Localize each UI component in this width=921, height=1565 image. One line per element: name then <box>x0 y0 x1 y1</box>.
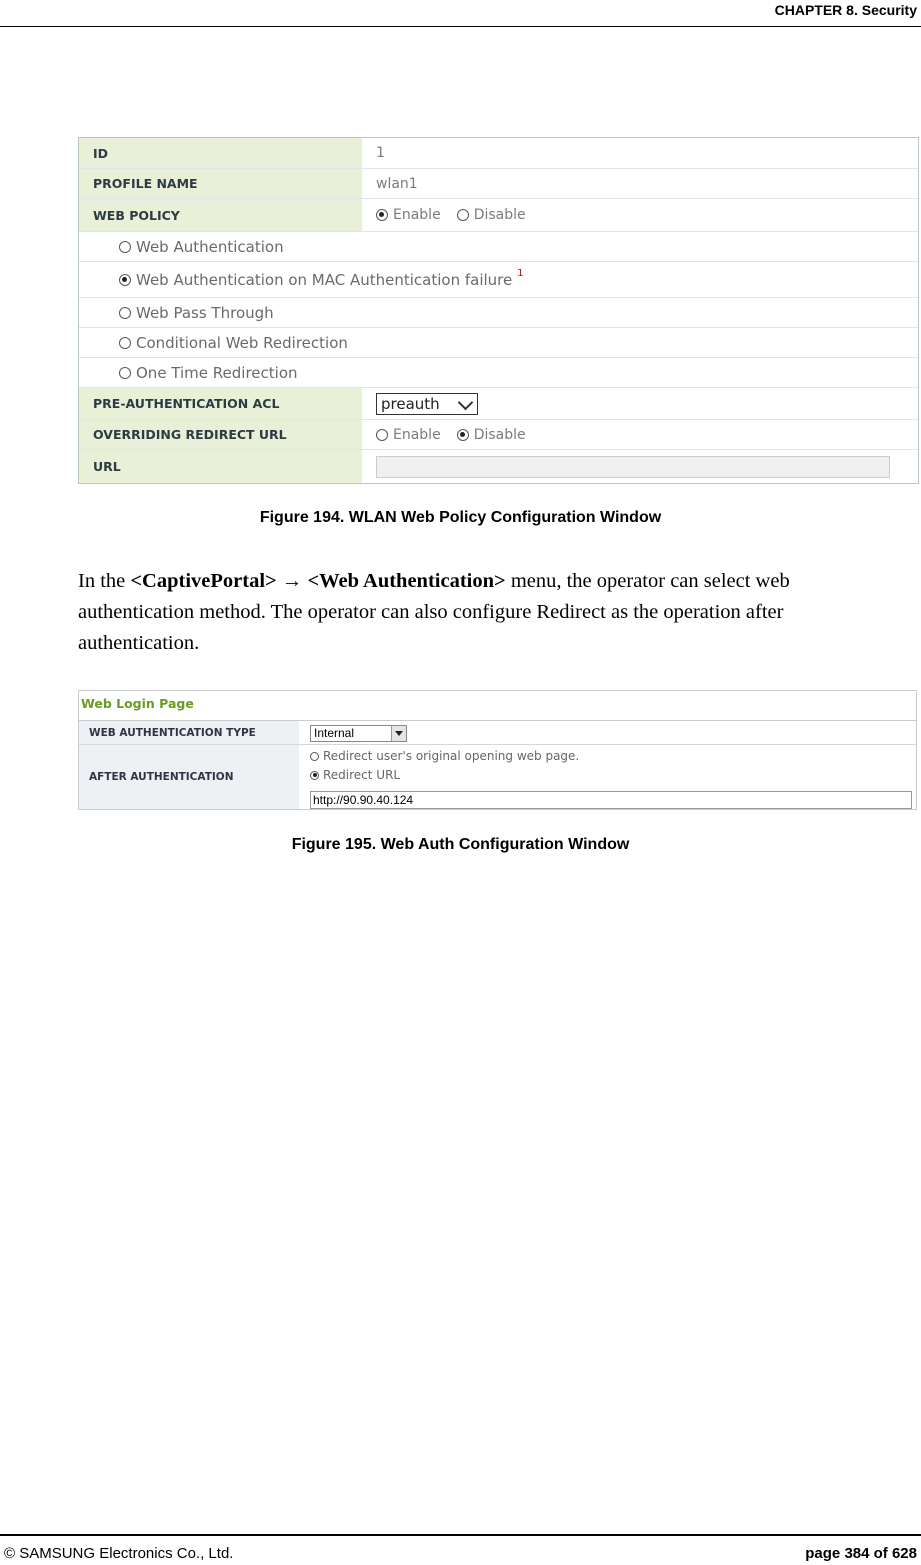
web-policy-disable-radio[interactable] <box>457 209 469 221</box>
option-row <box>79 262 918 298</box>
option-row <box>79 328 918 358</box>
chevron-down-icon <box>458 394 474 410</box>
mac-auth-failure-radio[interactable] <box>119 274 131 286</box>
paragraph-suffix: menu, the operator can select web authentication method. The operator can also configure Redirect as the operation after authentication. <box>78 570 790 654</box>
web-pass-through-label: Web Pass Through <box>136 303 274 322</box>
web-policy-enable-radio[interactable] <box>376 209 388 221</box>
profile-name-value: wlan1 <box>376 175 418 192</box>
figure-194-caption: Figure 194. WLAN Web Policy Configuration Window <box>259 509 662 526</box>
redirect-original-radio[interactable] <box>310 752 319 761</box>
one-time-redirection-radio[interactable] <box>119 367 131 379</box>
after-auth-label: AFTER AUTHENTICATION <box>79 745 299 809</box>
option-row <box>79 232 918 262</box>
url-label: URL <box>79 450 362 483</box>
pre-auth-acl-row <box>79 388 918 420</box>
auth-type-row <box>79 721 916 745</box>
pre-auth-acl-select[interactable] <box>376 393 478 415</box>
overriding-disable-radio[interactable] <box>457 429 469 441</box>
body-paragraph <box>78 566 898 659</box>
wlan-web-policy-window <box>78 137 919 484</box>
menu-web-authentication: <Web Authentication> <box>307 570 506 592</box>
option-row <box>79 358 918 388</box>
paragraph-prefix: In the <box>78 570 131 592</box>
copyright: © SAMSUNG Electronics Co., Ltd. <box>4 1545 234 1562</box>
auth-type-value: Internal <box>314 726 355 740</box>
option-row <box>79 298 918 328</box>
mac-auth-failure-label: Web Authentication on MAC Authentication failure <box>136 270 513 289</box>
conditional-redirection-label: Conditional Web Redirection <box>136 333 348 352</box>
url-row <box>79 450 918 483</box>
overriding-disable-label: Disable <box>473 426 526 443</box>
url-input[interactable] <box>376 456 890 478</box>
web-pass-through-radio[interactable] <box>119 307 131 319</box>
auth-type-label: WEB AUTHENTICATION TYPE <box>79 721 299 744</box>
web-auth-config-window <box>78 690 917 810</box>
web-authentication-radio[interactable] <box>119 241 131 253</box>
redirect-url-radio[interactable] <box>310 771 319 780</box>
one-time-redirection-label: One Time Redirection <box>136 363 298 382</box>
chapter-title: CHAPTER 8. Security <box>774 2 917 18</box>
redirect-original-label: Redirect user's original opening web page. <box>323 749 580 763</box>
id-row <box>79 138 918 169</box>
menu-captive-portal: <CaptivePortal> <box>130 570 277 592</box>
id-value: 1 <box>376 145 385 161</box>
arrow-icon: → <box>276 570 308 592</box>
dropdown-arrow-icon <box>391 726 406 741</box>
pre-auth-acl-label: PRE-AUTHENTICATION ACL <box>79 388 362 419</box>
web-authentication-label: Web Authentication <box>136 237 284 256</box>
web-policy-row <box>79 199 918 232</box>
page-header <box>0 0 921 27</box>
id-label: ID <box>79 138 362 168</box>
profile-name-label: PROFILE NAME <box>79 169 362 198</box>
page-footer <box>0 1534 921 1565</box>
profile-name-row <box>79 169 918 199</box>
redirect-url-label: Redirect URL <box>323 768 401 782</box>
auth-type-select[interactable] <box>310 725 407 742</box>
figure-195-caption: Figure 195. Web Auth Configuration Window <box>291 836 630 853</box>
overriding-enable-label: Enable <box>393 426 441 443</box>
footnote-marker: 1 <box>517 268 524 279</box>
overriding-redirect-row <box>79 420 918 450</box>
web-policy-label: WEB POLICY <box>79 199 362 231</box>
redirect-url-input[interactable]: http://90.90.40.124 <box>310 791 912 809</box>
pre-auth-acl-value: preauth <box>381 394 440 413</box>
web-policy-disable-label: Disable <box>473 207 526 223</box>
web-policy-enable-label: Enable <box>393 207 441 223</box>
web-login-page-title: Web Login Page <box>79 691 916 721</box>
overriding-redirect-label: OVERRIDING REDIRECT URL <box>79 420 362 449</box>
after-auth-row <box>79 745 916 809</box>
conditional-redirection-radio[interactable] <box>119 337 131 349</box>
overriding-enable-radio[interactable] <box>376 429 388 441</box>
page-number: page 384 of 628 <box>805 1545 917 1562</box>
